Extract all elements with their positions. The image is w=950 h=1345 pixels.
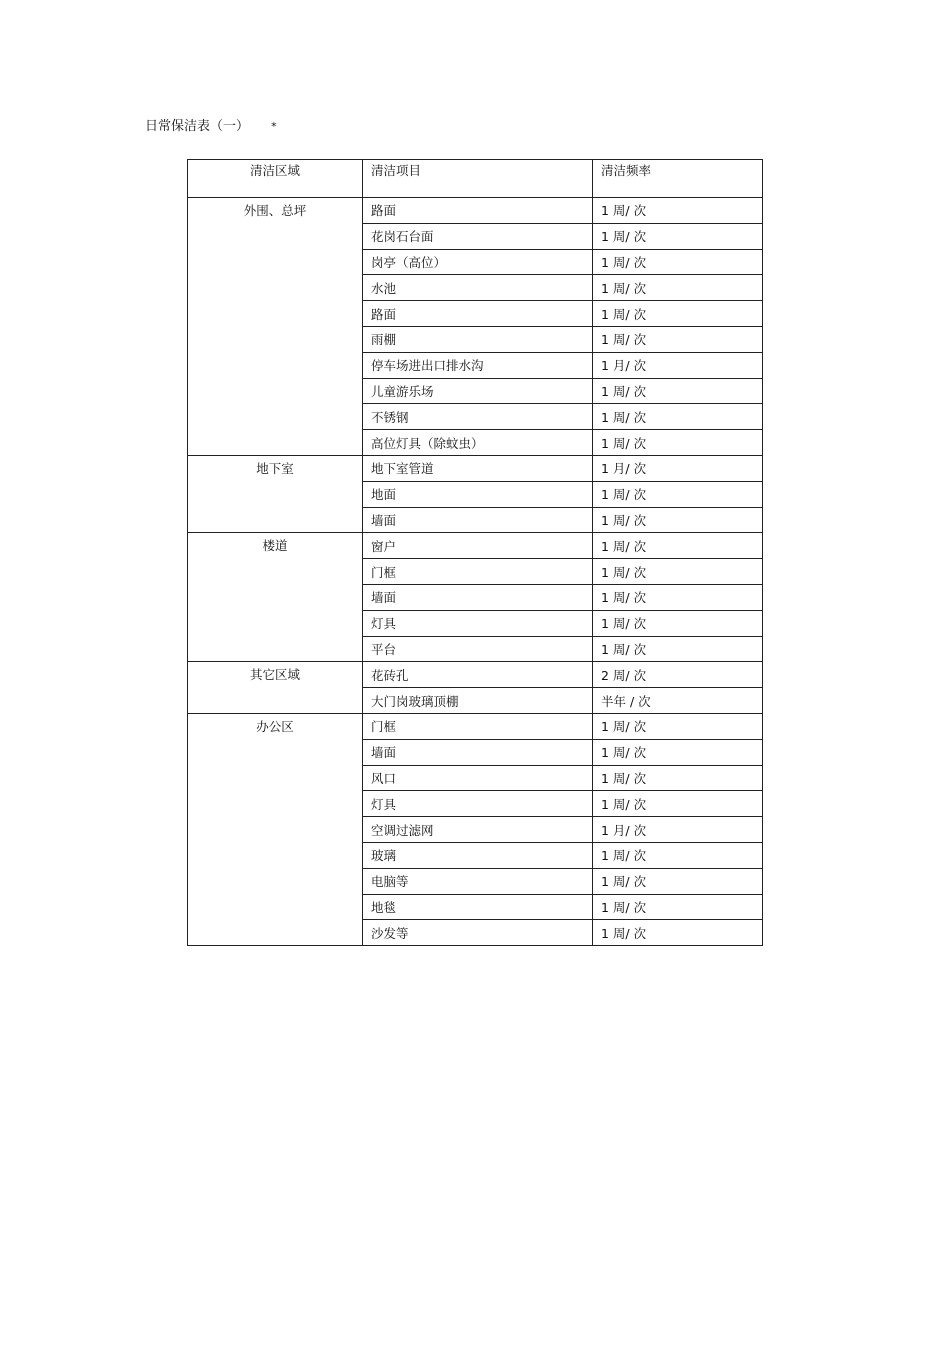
frequency-cell: 1 周/ 次 (593, 636, 763, 662)
frequency-cell: 半年 / 次 (593, 688, 763, 714)
frequency-cell: 1 周/ 次 (593, 301, 763, 327)
table-body (188, 198, 763, 946)
frequency-cell: 1 周/ 次 (593, 404, 763, 430)
frequency-cell: 1 周/ 次 (593, 326, 763, 352)
cleaning-schedule-table (187, 159, 763, 946)
item-cell: 门框 (363, 713, 593, 739)
table-row (188, 455, 763, 481)
frequency-cell: 1 周/ 次 (593, 765, 763, 791)
frequency-cell: 1 周/ 次 (593, 275, 763, 301)
area-cell: 办公区 (188, 713, 363, 945)
table-row (188, 713, 763, 739)
frequency-cell: 1 周/ 次 (593, 533, 763, 559)
header-cleaning-area: 清洁区域 (188, 160, 363, 198)
frequency-cell: 1 周/ 次 (593, 739, 763, 765)
item-cell: 花岗石台面 (363, 223, 593, 249)
item-cell: 门框 (363, 559, 593, 585)
area-cell: 外围、总坪 (188, 198, 363, 456)
item-cell: 水池 (363, 275, 593, 301)
frequency-cell: 1 周/ 次 (593, 610, 763, 636)
frequency-cell: 1 周/ 次 (593, 559, 763, 585)
frequency-cell: 1 周/ 次 (593, 920, 763, 946)
frequency-cell: 1 月/ 次 (593, 817, 763, 843)
frequency-cell: 1 月/ 次 (593, 352, 763, 378)
item-cell: 地毯 (363, 894, 593, 920)
frequency-cell: 1 周/ 次 (593, 584, 763, 610)
area-cell: 其它区域 (188, 662, 363, 714)
item-cell: 空调过滤网 (363, 817, 593, 843)
table-header (188, 160, 763, 198)
item-cell: 花砖孔 (363, 662, 593, 688)
item-cell: 风口 (363, 765, 593, 791)
item-cell: 墙面 (363, 584, 593, 610)
frequency-cell: 1 周/ 次 (593, 481, 763, 507)
item-cell: 墙面 (363, 507, 593, 533)
table-row (188, 198, 763, 224)
item-cell: 墙面 (363, 739, 593, 765)
item-cell: 灯具 (363, 791, 593, 817)
frequency-cell: 1 周/ 次 (593, 198, 763, 224)
title-asterisk-mark: * (271, 120, 277, 133)
frequency-cell: 1 周/ 次 (593, 842, 763, 868)
item-cell: 灯具 (363, 610, 593, 636)
item-cell: 不锈钢 (363, 404, 593, 430)
item-cell: 玻璃 (363, 842, 593, 868)
item-cell: 窗户 (363, 533, 593, 559)
header-cleaning-frequency: 清洁频率 (593, 160, 763, 198)
item-cell: 岗亭（高位） (363, 249, 593, 275)
item-cell: 路面 (363, 198, 593, 224)
item-cell: 高位灯具（除蚊虫） (363, 430, 593, 456)
frequency-cell: 1 周/ 次 (593, 378, 763, 404)
frequency-cell: 1 周/ 次 (593, 791, 763, 817)
document-title (145, 118, 277, 136)
table-row (188, 662, 763, 688)
header-row (188, 160, 763, 198)
item-cell: 平台 (363, 636, 593, 662)
header-cleaning-item: 清洁项目 (363, 160, 593, 198)
frequency-cell: 1 周/ 次 (593, 507, 763, 533)
frequency-cell: 1 周/ 次 (593, 868, 763, 894)
item-cell: 地下室管道 (363, 455, 593, 481)
frequency-cell: 2 周/ 次 (593, 662, 763, 688)
item-cell: 儿童游乐场 (363, 378, 593, 404)
document-title-text: 日常保洁表（一） (145, 119, 250, 134)
item-cell: 停车场进出口排水沟 (363, 352, 593, 378)
item-cell: 沙发等 (363, 920, 593, 946)
frequency-cell: 1 周/ 次 (593, 249, 763, 275)
item-cell: 大门岗玻璃顶棚 (363, 688, 593, 714)
frequency-cell: 1 周/ 次 (593, 430, 763, 456)
item-cell: 电脑等 (363, 868, 593, 894)
item-cell: 雨棚 (363, 326, 593, 352)
frequency-cell: 1 周/ 次 (593, 894, 763, 920)
frequency-cell: 1 周/ 次 (593, 223, 763, 249)
frequency-cell: 1 周/ 次 (593, 713, 763, 739)
frequency-cell: 1 月/ 次 (593, 455, 763, 481)
area-cell: 地下室 (188, 455, 363, 532)
item-cell: 地面 (363, 481, 593, 507)
area-cell: 楼道 (188, 533, 363, 662)
item-cell: 路面 (363, 301, 593, 327)
table-row (188, 533, 763, 559)
